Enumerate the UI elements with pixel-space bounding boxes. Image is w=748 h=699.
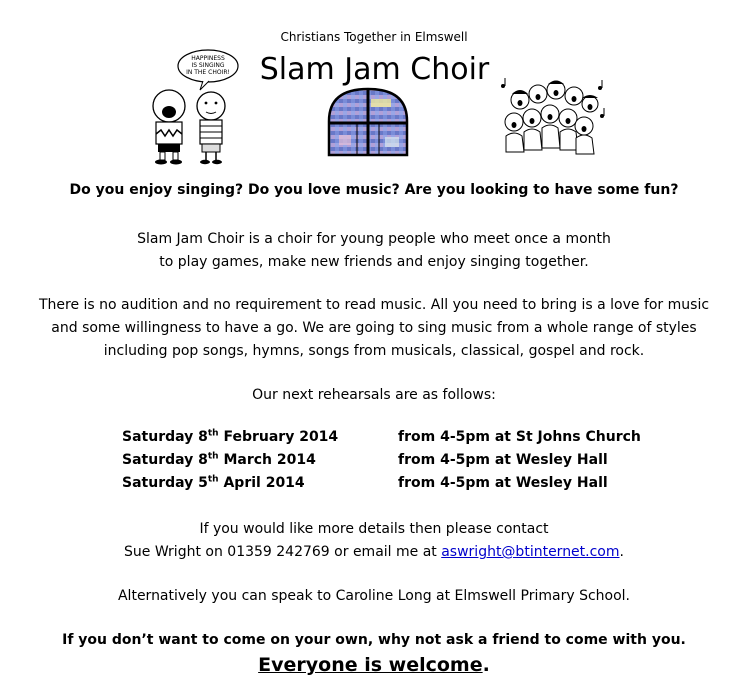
friend-note: If you don’t want to come on your own, why not ask a friend to come with you. bbox=[62, 632, 686, 648]
intro-question: Do you enjoy singing? Do you love music? Are you looking to have some fun? bbox=[69, 182, 679, 198]
rehearsals-heading: Our next rehearsals are as follows: bbox=[252, 387, 496, 403]
requirements-line-3: including pop songs, hymns, songs from musicals, classical, gospel and rock. bbox=[103, 343, 645, 359]
contact-period: . bbox=[619, 544, 624, 560]
bubble-text-3: IN THE CHOIR! bbox=[186, 69, 230, 76]
contact-phone-text: Sue Wright on 01359 242769 or email me at bbox=[124, 544, 442, 560]
welcome-text: Everyone is welcome bbox=[258, 654, 483, 676]
bubble-text-1: HAPPINESS bbox=[191, 55, 225, 62]
welcome-period: . bbox=[482, 654, 490, 676]
rehearsal-place-1: from 4-5pm at St Johns Church bbox=[398, 429, 641, 445]
page-title: Slam Jam Choir bbox=[259, 52, 490, 87]
organization-name: Christians Together in Elmswell bbox=[280, 30, 468, 44]
cartoon-illustration bbox=[145, 48, 250, 166]
description-line-2: to play games, make new friends and enjoy singing together. bbox=[159, 254, 589, 270]
contact-line-1: If you would like more details then please contact bbox=[199, 521, 549, 537]
description-line-1: Slam Jam Choir is a choir for young people who meet once a month bbox=[137, 231, 611, 247]
welcome-message bbox=[0, 654, 748, 676]
requirements-line-1: There is no audition and no requirement to read music. All you need to bring is a love for music bbox=[38, 297, 710, 313]
rehearsal-date-2: Saturday 8th March 2014 bbox=[122, 451, 316, 468]
rehearsal-date-1: Saturday 8th February 2014 bbox=[122, 428, 339, 445]
contact-line-2 bbox=[0, 541, 748, 564]
email-link[interactable]: aswright@btinternet.com bbox=[441, 544, 620, 560]
stained-glass-window-image bbox=[327, 87, 409, 157]
alternative-contact: Alternatively you can speak to Caroline Long at Elmswell Primary School. bbox=[117, 588, 630, 604]
choir-singers-illustration bbox=[498, 76, 608, 156]
rehearsal-date-3: Saturday 5th April 2014 bbox=[122, 474, 305, 491]
rehearsal-place-3: from 4-5pm at Wesley Hall bbox=[398, 475, 608, 491]
bubble-text-2: IS SINGING bbox=[191, 62, 225, 69]
requirements-line-2: and some willingness to have a go. We are going to sing music from a whole range of styles bbox=[51, 320, 697, 336]
rehearsal-place-2: from 4-5pm at Wesley Hall bbox=[398, 452, 608, 468]
